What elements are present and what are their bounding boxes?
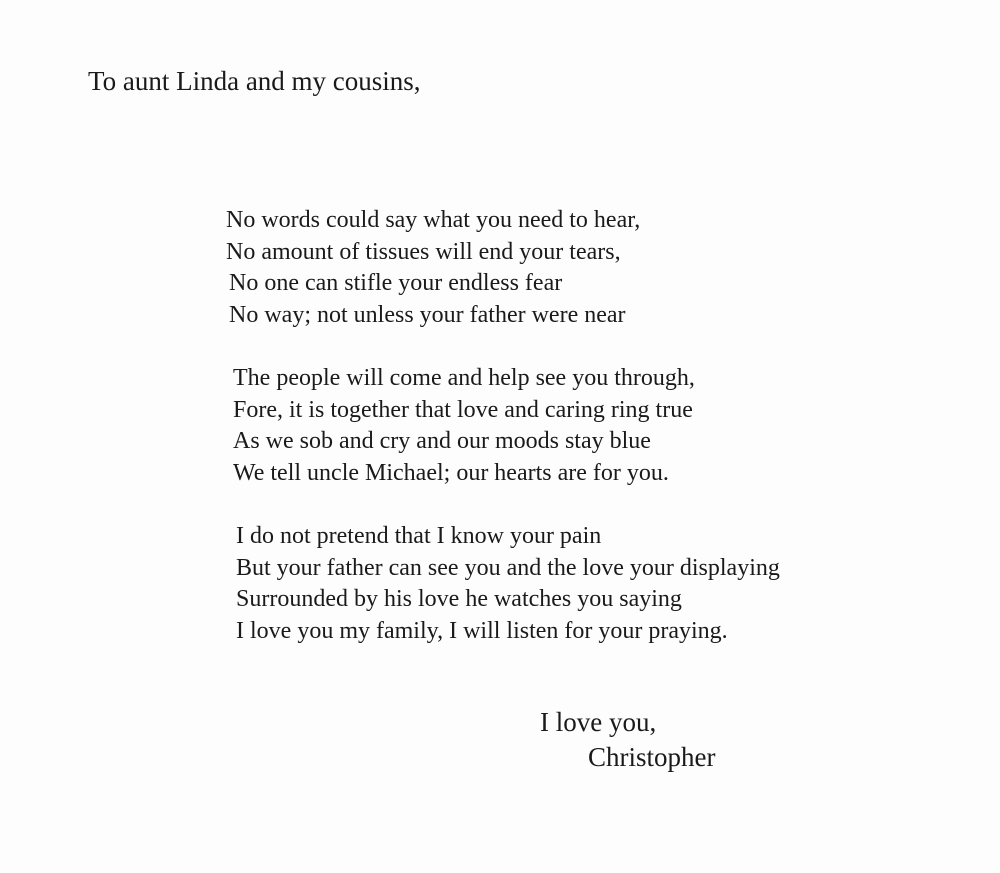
poem-stanza-1: [226, 205, 640, 331]
poem-line: As we sob and cry and our moods stay blue: [233, 428, 651, 454]
poem-line: But your father can see you and the love your displaying: [236, 554, 780, 581]
signature-name: Christopher: [588, 742, 716, 772]
salutation: To aunt Linda and my cousins,: [88, 66, 421, 96]
closing-line: I love you,: [540, 707, 657, 737]
poem-line: No one can stifle your endless fear: [229, 270, 563, 296]
poem-line: No way; not unless your father were near: [229, 301, 626, 328]
poem-line: No words could say what you need to hear,: [226, 207, 641, 233]
poem-line: We tell uncle Michael; our hearts are for you.: [233, 459, 669, 486]
poem-line: Surrounded by his love he watches you saying: [236, 586, 682, 612]
poem-line: Fore, it is together that love and caring ring true: [233, 396, 693, 423]
poem-line: I do not pretend that I know your pain: [236, 523, 602, 549]
poem-stanza-3: [236, 521, 780, 647]
poem-line: No amount of tissues will end your tears,: [226, 238, 621, 265]
poem-stanza-2: [233, 363, 695, 489]
poem-line: I love you my family, I will listen for your praying.: [236, 617, 728, 644]
poem-line: The people will come and help see you through,: [233, 365, 695, 391]
